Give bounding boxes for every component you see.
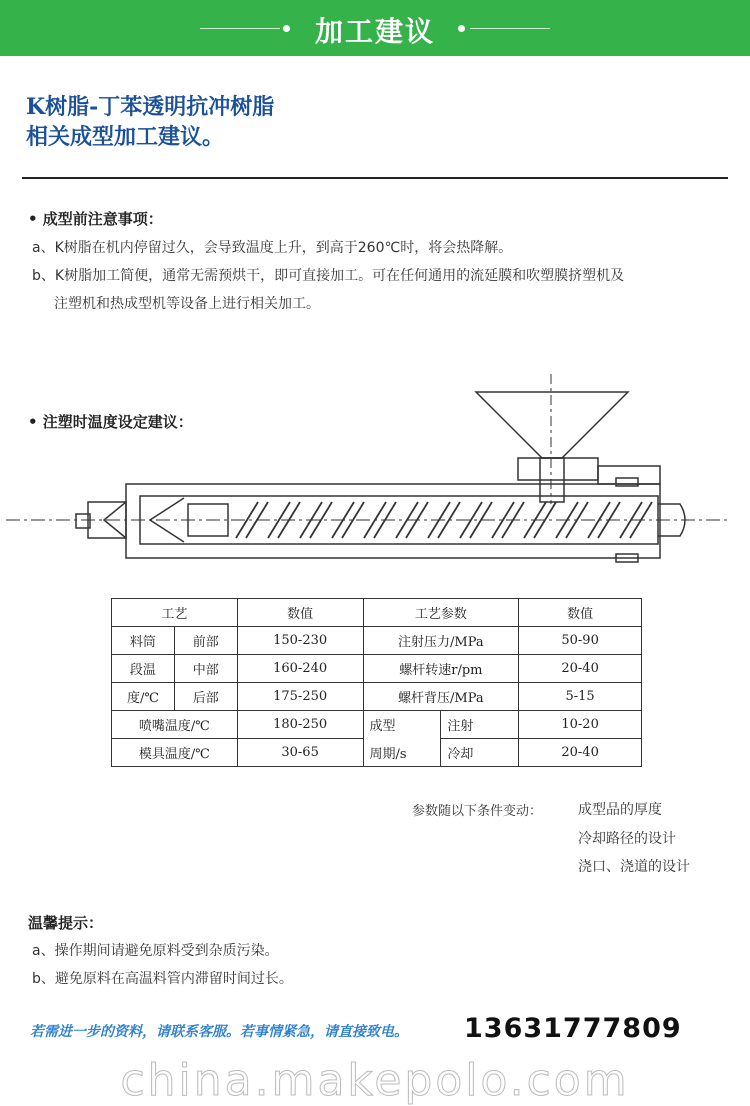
table-cell: 周期/s xyxy=(363,739,441,767)
note-b-line-1: b、K树脂加工简便，通常无需预烘干，即可直接加工。可在任何通用的流延膜和吹塑膜挤塑机及 xyxy=(32,268,625,284)
banner-title: 加工建议 xyxy=(314,15,435,48)
table-cell: 料筒 xyxy=(112,627,175,655)
table-header: 工艺参数 xyxy=(363,599,519,627)
table-cell: 中部 xyxy=(174,655,237,683)
table-cell: 前部 xyxy=(174,627,237,655)
table-cell: 模具温度/℃ xyxy=(112,739,238,767)
table-cell: 喷嘴温度/℃ xyxy=(112,711,238,739)
section-pre-molding-title: • 成型前注意事项： xyxy=(28,210,163,228)
table-row xyxy=(112,683,642,711)
table-header-row xyxy=(112,599,642,627)
header-banner xyxy=(0,0,750,56)
page-heading xyxy=(26,92,274,152)
tips-title: 温馨提示： xyxy=(28,914,104,932)
table-cell: 度/℃ xyxy=(112,683,175,711)
heading-divider xyxy=(22,177,728,179)
table-header: 数值 xyxy=(237,599,363,627)
table-cell: 螺杆转速r/pm xyxy=(363,655,519,683)
table-row xyxy=(112,627,642,655)
variation-label: 参数随以下条件变动： xyxy=(412,804,543,819)
table-cell: 段温 xyxy=(112,655,175,683)
table-header: 工艺 xyxy=(112,599,238,627)
section-temperature-title: • 注塑时温度设定建议： xyxy=(28,413,193,431)
table-cell: 5-15 xyxy=(519,683,642,711)
banner-line-right xyxy=(470,28,550,29)
tip-b: b、避免原料在高温料管内滞留时间过长。 xyxy=(32,971,293,987)
variation-item: 成型品的厚度 xyxy=(578,802,662,818)
contact-cta: 若需进一步的资料，请联系客服。若事情紧急，请直接致电。 xyxy=(30,1024,408,1040)
tip-a: a、操作期间请避免原料受到杂质污染。 xyxy=(32,943,279,959)
table-row xyxy=(112,739,642,767)
table-cell: 175-250 xyxy=(237,683,363,711)
table-cell: 注射压力/MPa xyxy=(363,627,519,655)
feed-block xyxy=(518,458,598,480)
site-watermark: china.makepolo.com xyxy=(120,1055,630,1106)
table-cell: 50-90 xyxy=(519,627,642,655)
table-cell: 10-20 xyxy=(519,711,642,739)
table-cell: 180-250 xyxy=(237,711,363,739)
note-a: a、K树脂在机内停留过久，会导致温度上升，到高于260℃时，将会热降解。 xyxy=(32,240,513,256)
heading-line-1: K树脂-丁苯透明抗冲树脂 xyxy=(26,94,275,120)
table-cell: 150-230 xyxy=(237,627,363,655)
barrel xyxy=(126,484,660,558)
table-cell: 后部 xyxy=(174,683,237,711)
table-cell: 螺杆背压/MPa xyxy=(363,683,519,711)
heater-band-top xyxy=(616,478,638,486)
feed-housing xyxy=(598,466,660,484)
table-cell: 30-65 xyxy=(237,739,363,767)
banner-dot-right xyxy=(458,25,465,32)
hopper-icon xyxy=(476,392,628,458)
table-cell: 冷却 xyxy=(441,739,519,767)
note-b-line-2: 注塑机和热成型机等设备上进行相关加工。 xyxy=(54,296,320,312)
table-cell: 20-40 xyxy=(519,739,642,767)
process-parameter-table xyxy=(111,598,642,767)
variation-item: 冷却路径的设计 xyxy=(578,831,676,847)
table-cell: 160-240 xyxy=(237,655,363,683)
variation-item: 浇口、浇道的设计 xyxy=(578,859,690,875)
table-row xyxy=(112,655,642,683)
phone-number: 13631777809 xyxy=(464,1013,682,1044)
table-cell: 20-40 xyxy=(519,655,642,683)
heading-line-2: 相关成型加工建议。 xyxy=(26,124,225,150)
injection-machine-diagram xyxy=(0,370,750,570)
table-row xyxy=(112,711,642,739)
table-cell: 注射 xyxy=(441,711,519,739)
table-cell: 成型 xyxy=(363,711,441,739)
table-header: 数值 xyxy=(519,599,642,627)
